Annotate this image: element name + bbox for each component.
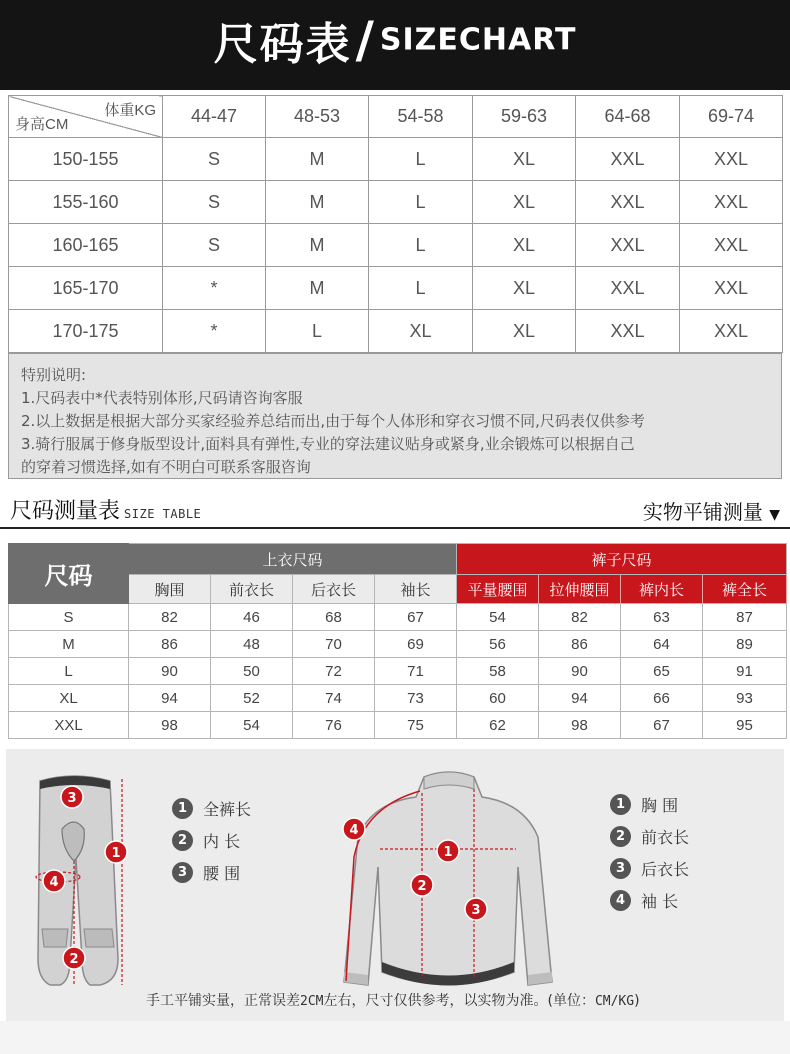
value-cell: 60 [457,685,539,712]
size-cell: * [163,267,266,310]
pant-size-group: 裤子尺码 [457,544,787,575]
size-cell: L [369,181,473,224]
legend-item [172,856,251,888]
value-cell: 52 [211,685,293,712]
weight-header: 54-58 [369,96,473,138]
title-slash: / [355,11,374,69]
bottom-strip [0,1021,790,1054]
footnote-part: CM/KG [594,994,635,1009]
height-cell: 155-160 [9,181,163,224]
size-cell: S [163,138,266,181]
table-row [9,604,787,631]
size-cell: XXL [576,181,680,224]
section-divider [0,527,790,529]
value-cell: 91 [703,658,787,685]
column-header: 裤内长 [621,575,703,604]
footnote-part: 2CM [300,994,324,1009]
weight-axis-label: 体重KG [104,102,156,119]
size-cell: XL [473,138,576,181]
column-header: 裤全长 [703,575,787,604]
value-cell: 64 [621,631,703,658]
table-row [9,267,783,310]
size-label: M [9,631,129,658]
size-cell: M [266,138,369,181]
value-cell: 68 [293,604,375,631]
value-cell: 63 [621,604,703,631]
table-row [9,310,783,353]
weight-header: 48-53 [266,96,369,138]
value-cell: 94 [129,685,211,712]
legend-label: 前衣长 [641,827,690,847]
size-cell: * [163,310,266,353]
header-banner [0,0,790,90]
note-line: 2.以上数据是根据大部分买家经验养总结而出,由于每个人体形和穿衣习惯不同,尺码表仅供参考 [21,412,645,430]
measurement-footnote [146,990,640,1010]
table-row [9,685,787,712]
table-row [9,181,783,224]
height-cell: 170-175 [9,310,163,353]
jersey-marker-4-label: 4 [349,823,359,838]
group-header-row [9,544,787,575]
value-cell: 67 [375,604,457,631]
value-cell: 90 [129,658,211,685]
legend-label: 腰 围 [203,863,241,883]
jersey-diagram [324,767,574,1002]
value-cell: 93 [703,685,787,712]
number-badge-icon: 2 [172,830,193,851]
value-cell: 66 [621,685,703,712]
flat-measure-label: 实物平铺测量 [642,500,763,524]
size-cell: XL [473,181,576,224]
size-label: L [9,658,129,685]
footnote-part: 手工平铺实量，正常误差 [146,993,300,1009]
legend-item [610,820,689,852]
size-cell: M [266,181,369,224]
value-cell: 90 [539,658,621,685]
column-header: 拉伸腰围 [539,575,621,604]
value-cell: 82 [539,604,621,631]
weight-header: 69-74 [680,96,783,138]
number-badge-icon: 4 [610,890,631,911]
legend-item [172,792,251,824]
value-cell: 46 [211,604,293,631]
number-badge-icon: 1 [172,798,193,819]
value-cell: 54 [457,604,539,631]
size-cell: XL [369,310,473,353]
table-row [9,658,787,685]
legend-item [172,824,251,856]
size-cell: L [369,138,473,181]
value-cell: 95 [703,712,787,739]
size-label: XXL [9,712,129,739]
measurement-table [8,543,787,739]
value-cell: 69 [375,631,457,658]
diagonal-header-cell [9,96,163,138]
value-cell: 98 [129,712,211,739]
size-cell: M [266,267,369,310]
legend-label: 全裤长 [203,799,252,819]
column-header: 前衣长 [211,575,293,604]
column-header: 平量腰围 [457,575,539,604]
note-line: 3.骑行服属于修身版型设计,面料具有弹性,专业的穿法建议贴身或紧身,业余锻炼可以根据自己 [21,435,635,453]
height-cell: 160-165 [9,224,163,267]
table-row [9,631,787,658]
value-cell: 98 [539,712,621,739]
legend-label: 胸 围 [641,795,679,815]
footnote-part: ) [634,993,640,1009]
size-chart-table [8,95,783,353]
value-cell: 86 [129,631,211,658]
size-label: S [9,604,129,631]
value-cell: 76 [293,712,375,739]
size-cell: XL [473,310,576,353]
pants-marker-1-label: 1 [111,846,121,861]
section-title-cn: 尺码测量表 [10,499,121,524]
note-line: 的穿着习惯选择,如有不明白可联系客服咨询 [21,458,311,476]
measurement-illustration [6,749,784,1021]
legend-item [610,788,689,820]
section-title [10,494,201,525]
value-cell: 82 [129,604,211,631]
size-cell: XXL [576,310,680,353]
pants-marker-2-label: 2 [69,952,79,967]
column-header: 袖长 [375,575,457,604]
size-cell: S [163,224,266,267]
size-cell: XXL [680,138,783,181]
value-cell: 71 [375,658,457,685]
size-header: 尺码 [9,544,129,604]
title-chinese: 尺码表 [213,19,352,70]
weight-header: 44-47 [163,96,266,138]
value-cell: 72 [293,658,375,685]
value-cell: 74 [293,685,375,712]
page-title [0,8,790,72]
legend-label: 内 长 [203,831,241,851]
size-cell: XXL [576,138,680,181]
pants-legend [172,792,251,888]
section-subtitle: SIZE TABLE [124,507,202,521]
size-cell: XXL [576,267,680,310]
height-cell: 150-155 [9,138,163,181]
value-cell: 87 [703,604,787,631]
table-row [9,138,783,181]
column-header: 后衣长 [293,575,375,604]
height-axis-label: 身高CM [15,116,69,133]
value-cell: 65 [621,658,703,685]
column-header: 胸围 [129,575,211,604]
size-cell: L [266,310,369,353]
value-cell: 56 [457,631,539,658]
title-english: SIZECHART [379,22,577,58]
value-cell: 50 [211,658,293,685]
top-size-group: 上衣尺码 [129,544,457,575]
jersey-figure [344,772,552,986]
jersey-marker-1-label: 1 [443,845,453,860]
value-cell: 62 [457,712,539,739]
size-cell: M [266,224,369,267]
jersey-marker-3-label: 3 [471,903,481,918]
value-cell: 75 [375,712,457,739]
weight-header: 59-63 [473,96,576,138]
size-cell: L [369,224,473,267]
height-cell: 165-170 [9,267,163,310]
size-cell: XXL [576,224,680,267]
number-badge-icon: 3 [172,862,193,883]
table-row [9,224,783,267]
size-cell: XXL [680,267,783,310]
jersey-legend [610,788,689,916]
note-line: 1.尺码表中*代表特别体形,尺码请咨询客服 [21,389,303,407]
legend-label: 后衣长 [641,859,690,879]
value-cell: 94 [539,685,621,712]
size-cell: XXL [680,224,783,267]
size-cell: XXL [680,181,783,224]
notes-heading: 特别说明: [21,366,87,384]
number-badge-icon: 1 [610,794,631,815]
legend-label: 袖 长 [641,891,679,911]
footnote-part: 左右，尺寸仅供参考，以实物为准。(单位： [323,993,595,1009]
section-right-label [643,496,780,525]
pants-marker-3-label: 3 [67,791,77,806]
value-cell: 89 [703,631,787,658]
value-cell: 48 [211,631,293,658]
size-chart-header-row [9,96,783,138]
triangle-down-icon: ▼ [769,507,780,523]
size-cell: XL [473,267,576,310]
value-cell: 54 [211,712,293,739]
number-badge-icon: 2 [610,826,631,847]
value-cell: 70 [293,631,375,658]
size-cell: XXL [680,310,783,353]
number-badge-icon: 3 [610,858,631,879]
size-cell: L [369,267,473,310]
jersey-marker-2-label: 2 [417,879,427,894]
special-notes [8,353,782,479]
value-cell: 58 [457,658,539,685]
size-label: XL [9,685,129,712]
legend-item [610,884,689,916]
pants-marker-4-label: 4 [49,875,59,890]
size-cell: S [163,181,266,224]
size-cell: XL [473,224,576,267]
legend-item [610,852,689,884]
value-cell: 86 [539,631,621,658]
weight-header: 64-68 [576,96,680,138]
table-row [9,712,787,739]
value-cell: 67 [621,712,703,739]
value-cell: 73 [375,685,457,712]
pants-diagram [26,749,146,989]
